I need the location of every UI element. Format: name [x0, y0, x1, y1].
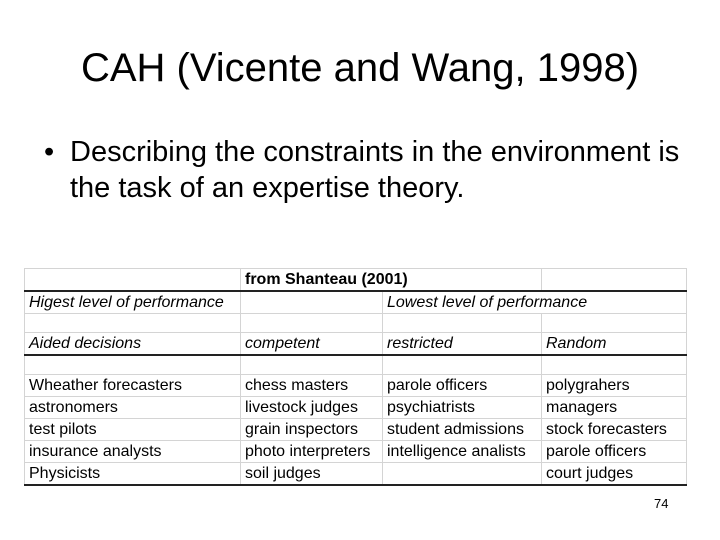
- table-cell: [383, 463, 542, 486]
- category-cell: Aided decisions: [25, 333, 241, 356]
- table-cell: intelligence analists: [383, 441, 542, 463]
- table-cell: [241, 314, 383, 333]
- table-cell: psychiatrists: [383, 397, 542, 419]
- table-cell: [25, 314, 241, 333]
- table-cell: [383, 314, 542, 333]
- table-cell: soil judges: [241, 463, 383, 486]
- table-cell: test pilots: [25, 419, 241, 441]
- performance-level-row: [25, 291, 687, 314]
- table-cell: [25, 269, 241, 292]
- table-cell: [542, 314, 687, 333]
- category-row: [25, 333, 687, 356]
- bullet-marker: •: [44, 136, 55, 168]
- shanteau-table: [24, 268, 687, 486]
- table-row: [25, 441, 687, 463]
- table-cell: [542, 269, 687, 292]
- table-cell: [25, 355, 241, 375]
- page-number: 74: [654, 496, 669, 511]
- table-cell: [241, 291, 383, 314]
- lowest-level-label: Lowest level of performance: [383, 291, 687, 314]
- table-cell: managers: [542, 397, 687, 419]
- table-header-row: [25, 269, 687, 292]
- table-cell: parole officers: [383, 375, 542, 397]
- bullet-text: Describing the constraints in the environment is the task of an expertise theory.: [70, 136, 680, 204]
- table-cell: [542, 355, 687, 375]
- table-row: [25, 397, 687, 419]
- spacer-row: [25, 355, 687, 375]
- table-cell: Wheather forecasters: [25, 375, 241, 397]
- slide-title: CAH (Vicente and Wang, 1998): [80, 46, 640, 90]
- table-cell: insurance analysts: [25, 441, 241, 463]
- highest-level-label: Higest level of performance: [25, 291, 241, 314]
- spacer-row: [25, 314, 687, 333]
- table-cell: [241, 355, 383, 375]
- table-row: [25, 463, 687, 486]
- table-cell: Physicists: [25, 463, 241, 486]
- table-cell: parole officers: [542, 441, 687, 463]
- bullet-point: [44, 134, 684, 206]
- table-cell: grain inspectors: [241, 419, 383, 441]
- table-row: [25, 419, 687, 441]
- table-cell: photo interpreters: [241, 441, 383, 463]
- category-cell: competent: [241, 333, 383, 356]
- table-cell: student admissions: [383, 419, 542, 441]
- table-cell: court judges: [542, 463, 687, 486]
- table-row: [25, 375, 687, 397]
- table-cell: polygrahers: [542, 375, 687, 397]
- category-cell: Random: [542, 333, 687, 356]
- table-cell: chess masters: [241, 375, 383, 397]
- category-cell: restricted: [383, 333, 542, 356]
- table-cell: [383, 355, 542, 375]
- table-cell: stock forecasters: [542, 419, 687, 441]
- table-cell: livestock judges: [241, 397, 383, 419]
- table-cell: astronomers: [25, 397, 241, 419]
- table-source-header: from Shanteau (2001): [241, 269, 542, 292]
